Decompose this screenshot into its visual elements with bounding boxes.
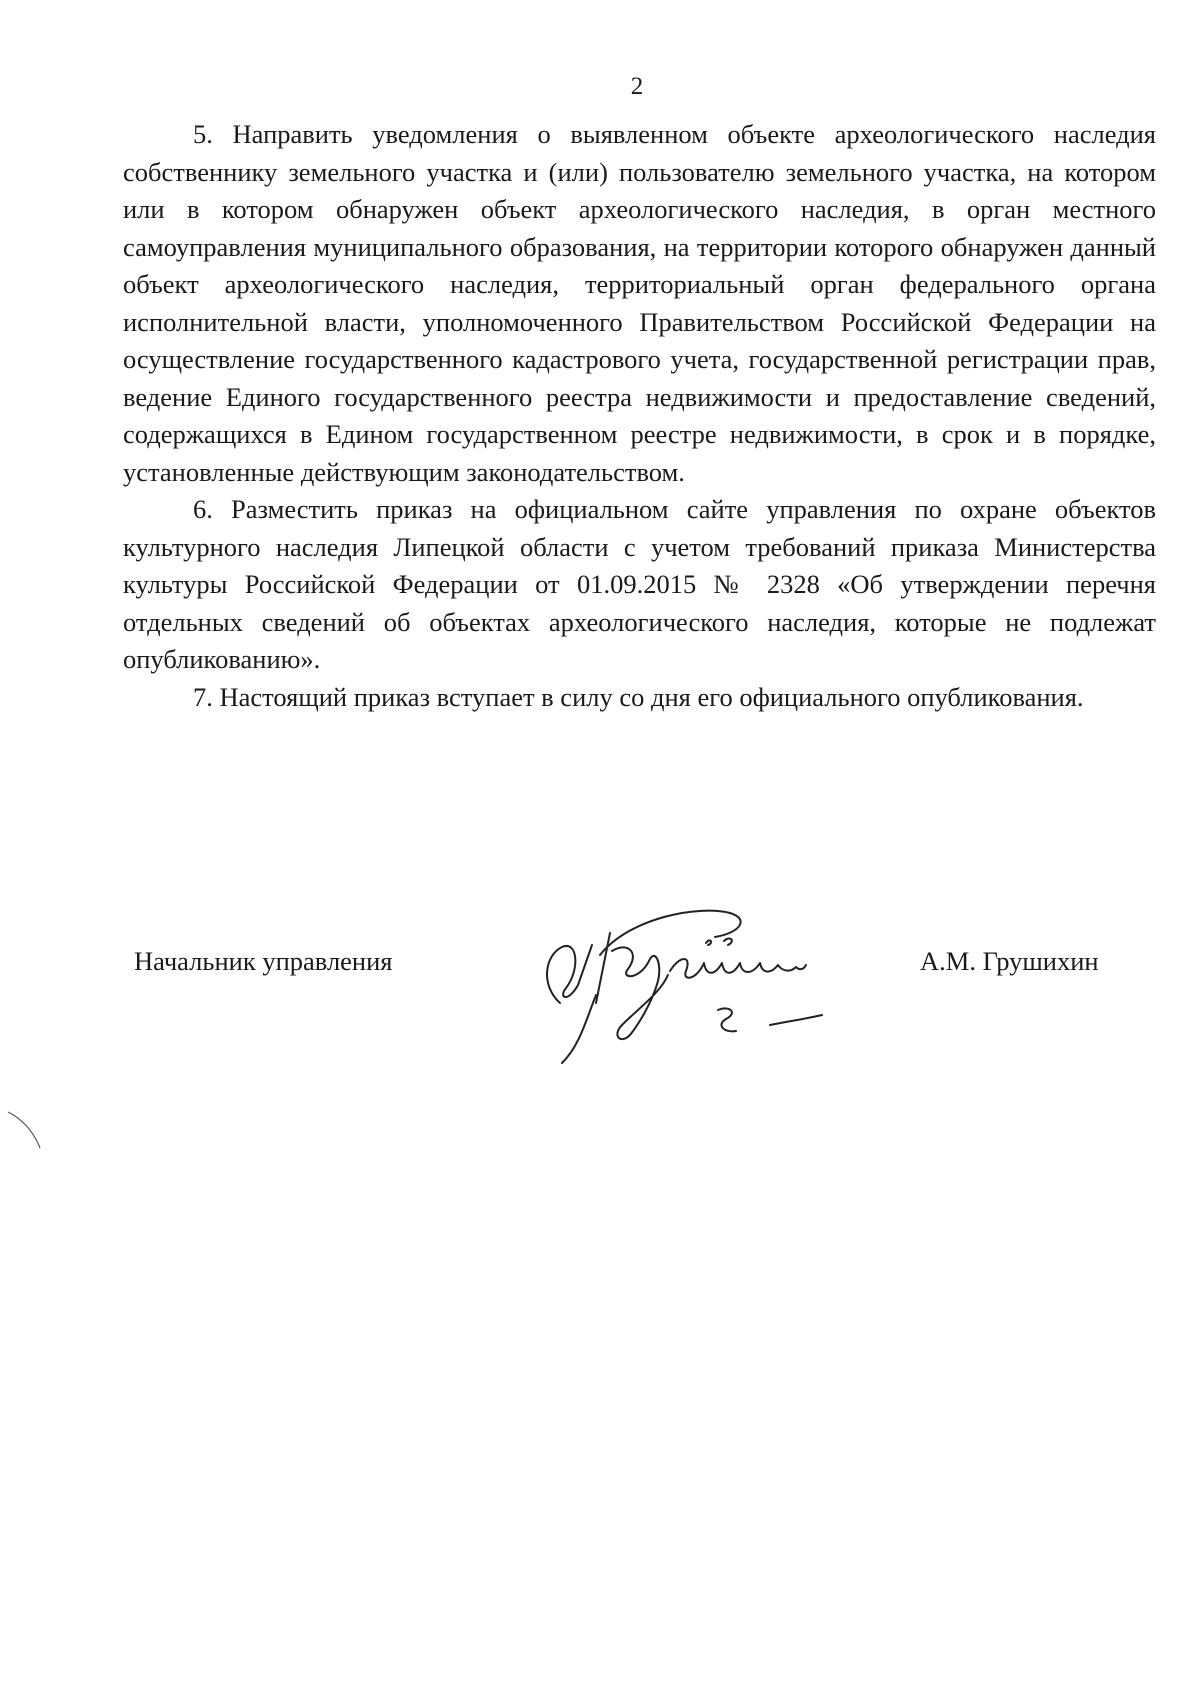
signatory-title: Начальник управления [134,946,393,976]
scan-artifact-line [0,1100,60,1160]
handwritten-signature [500,885,880,1065]
paragraph-6: 6. Разместить приказ на официальном сайте управления по охране объектов культурного наследия Липецкой области с учетом требований приказа Министерства культуры Российской Федерации от 01.09.2015 № 2328 «Об утверждении перечня отдельных сведений об объектах археологического наследия, которые не подлежат опубликованию». [123,494,1156,674]
paragraph-5: 5. Направить уведомления о выявленном объекте археологического наследия собственнику земельного участка и (или) пользователю земельного участка, на котором или в котором обнаружен объект археологического наследия, в орган местного самоуправления муниципального образования, на территории которого обнаружен данный объект археологического наследия, территориальный орган федерального органа исполнительной власти, уполномоченного Правительством Российской Федерации на осуществление государственного кадастрового учета, государственной регистрации прав, ведение Единого государственного реестра недвижимости и предоставление сведений, содержащихся в Едином государственном реестре недвижимости, в срок и в порядке, установленные действующим законодательством. [123,119,1156,487]
paragraph-7: 7. Настоящий приказ вступает в силу со дня его официального опубликования. [193,681,1084,712]
page-number: 2 [630,73,644,100]
signatory-name: А.М. Грушихин [920,946,1099,976]
